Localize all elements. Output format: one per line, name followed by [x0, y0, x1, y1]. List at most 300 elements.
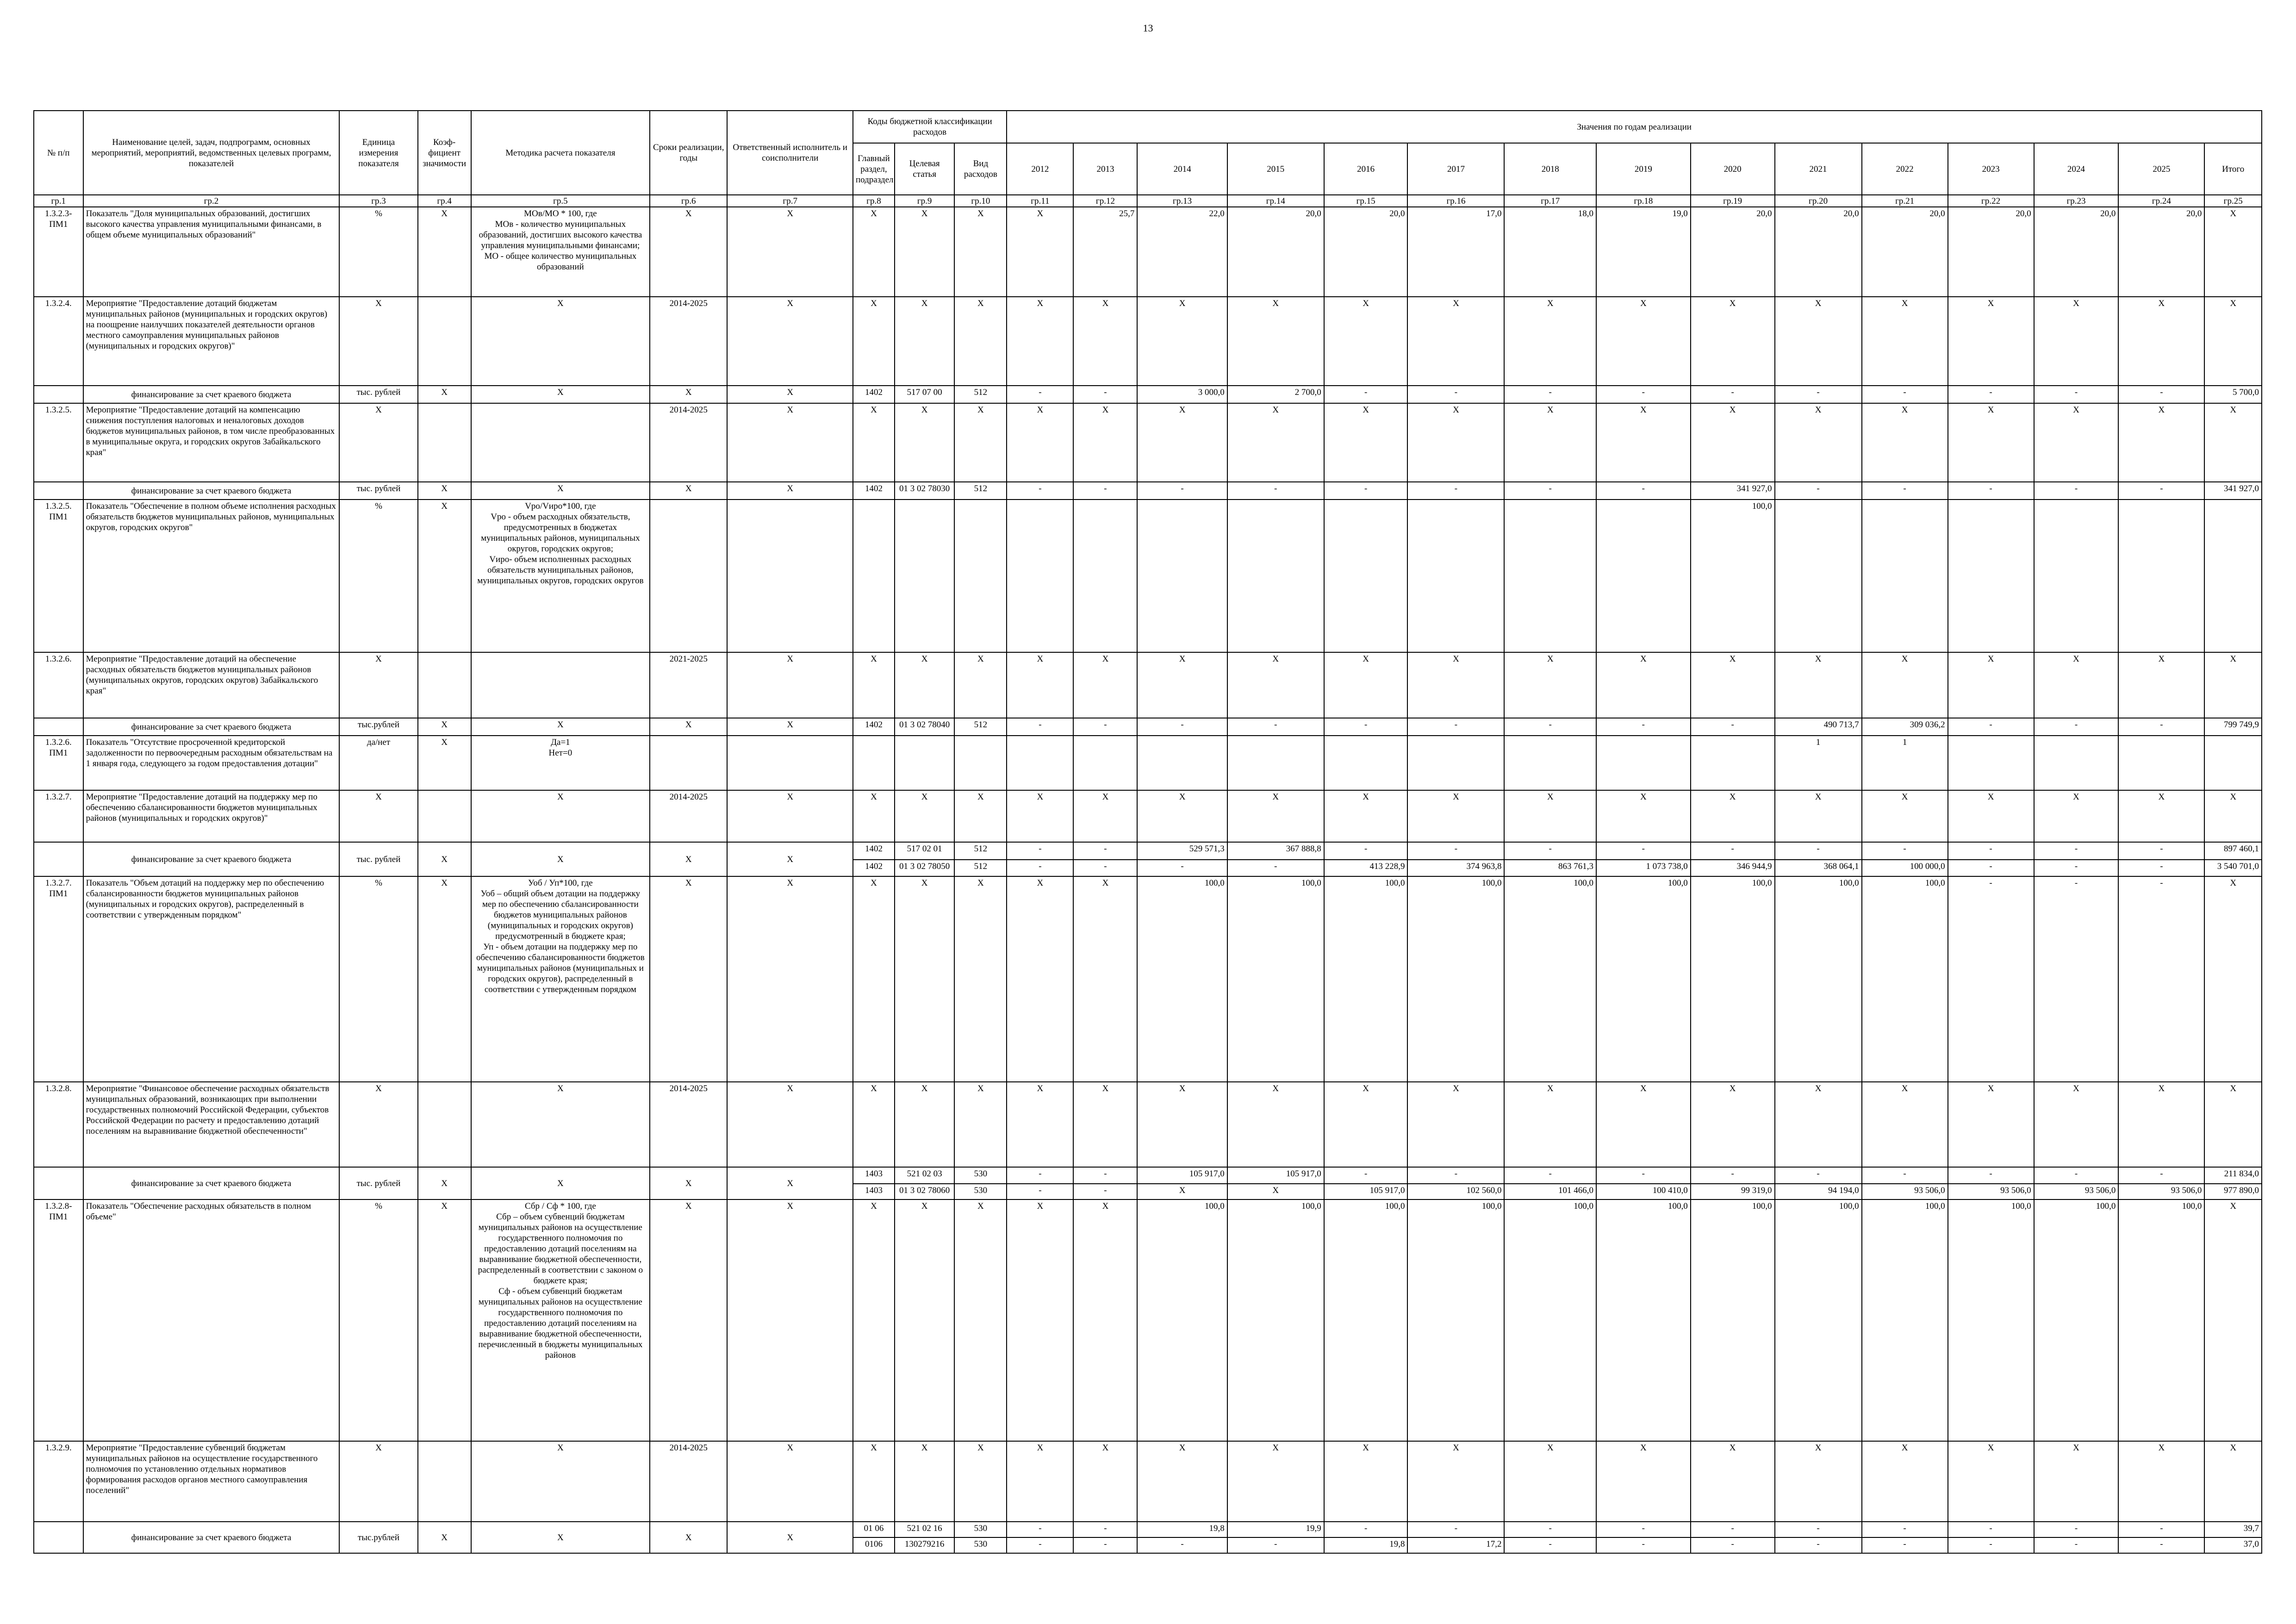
- year-value-cell: -: [1137, 860, 1227, 876]
- row-responsible: X: [727, 386, 853, 403]
- year-value-cell: X: [2118, 652, 2204, 718]
- year-value-cell: -: [2118, 1522, 2204, 1537]
- year-value-cell: 100,0: [1324, 876, 1408, 1082]
- year-value-cell: 20,0: [2118, 207, 2204, 297]
- kbk-section-cell: X: [853, 1199, 895, 1441]
- year-value-cell: 20,0: [2034, 207, 2119, 297]
- year-value-cell: 100,0: [2118, 1199, 2204, 1441]
- row-coef: [418, 403, 471, 482]
- header-kbk-article: Целевая статья: [895, 143, 955, 195]
- total-cell: 5 700,0: [2204, 386, 2262, 403]
- year-value-cell: 2 700,0: [1227, 386, 1324, 403]
- kbk-section-cell: X: [853, 207, 895, 297]
- header-method: Методика расчета показателя: [471, 111, 650, 195]
- year-value-cell: -: [2118, 386, 2204, 403]
- year-value-cell: X: [1948, 652, 2034, 718]
- kbk-article-cell: [895, 500, 955, 652]
- year-value-cell: X: [1407, 297, 1504, 386]
- row-responsible: X: [727, 403, 853, 482]
- kbk-type-cell: X: [954, 1199, 1007, 1441]
- year-value-cell: 100,0: [2034, 1199, 2119, 1441]
- row-coef: [418, 1441, 471, 1522]
- row-coef: [418, 1082, 471, 1167]
- header-year: 2012: [1007, 143, 1073, 195]
- year-value-cell: -: [1324, 1522, 1408, 1537]
- row-name: финансирование за счет краевого бюджета: [83, 718, 340, 736]
- row-method: Да=1 Нет=0: [471, 736, 650, 790]
- row-name: Мероприятие "Предоставление дотаций на поддержку мер по обеспечению сбалансированности бюджетов муниципальных районов (муниципальных и городских округов)": [83, 790, 340, 842]
- year-value-cell: X: [1407, 403, 1504, 482]
- row-responsible: X: [727, 718, 853, 736]
- year-value-cell: X: [1862, 297, 1948, 386]
- table-row: [34, 1441, 2262, 1522]
- year-value-cell: -: [1691, 1522, 1775, 1537]
- kbk-type-cell: 512: [954, 482, 1007, 500]
- column-number: гр.4: [418, 195, 471, 207]
- year-value-cell: -: [1227, 482, 1324, 500]
- year-value-cell: X: [1948, 297, 2034, 386]
- row-unit: тыс. рублей: [339, 1167, 417, 1199]
- column-number: гр.11: [1007, 195, 1073, 207]
- row-name: финансирование за счет краевого бюджета: [83, 1522, 340, 1553]
- year-value-cell: [2118, 500, 2204, 652]
- column-number: гр.24: [2118, 195, 2204, 207]
- year-value-cell: X: [1775, 1441, 1862, 1522]
- year-value-cell: X: [1137, 652, 1227, 718]
- row-unit: %: [339, 207, 417, 297]
- year-value-cell: -: [1137, 482, 1227, 500]
- year-value-cell: [1691, 736, 1775, 790]
- column-number: гр.22: [1948, 195, 2034, 207]
- year-value-cell: 100,0: [1504, 1199, 1596, 1441]
- kbk-article-cell: X: [895, 403, 955, 482]
- year-value-cell: -: [1324, 386, 1408, 403]
- year-value-cell: 1: [1862, 736, 1948, 790]
- row-method: X: [471, 1522, 650, 1553]
- row-id: 1.3.2.7.: [34, 790, 83, 842]
- year-value-cell: [1948, 736, 2034, 790]
- total-cell: X: [2204, 1199, 2262, 1441]
- year-value-cell: -: [1407, 386, 1504, 403]
- total-cell: 799 749,9: [2204, 718, 2262, 736]
- table-row: [34, 1167, 2262, 1184]
- row-name: Мероприятие "Предоставление дотаций бюджетам муниципальных районов (муниципальных и городских округов) на поощрение наилучших показателей деятельности органов местного самоуправления муниципальных районов (муниципальных и городских округов)": [83, 297, 340, 386]
- year-value-cell: 19,0: [1596, 207, 1691, 297]
- header-year: 2013: [1073, 143, 1137, 195]
- year-value-cell: -: [1775, 1522, 1862, 1537]
- year-value-cell: X: [2034, 297, 2119, 386]
- year-value-cell: -: [1073, 1522, 1137, 1537]
- year-value-cell: -: [1073, 386, 1137, 403]
- header-year: 2017: [1407, 143, 1504, 195]
- year-value-cell: 20,0: [1324, 207, 1408, 297]
- year-value-cell: [1073, 736, 1137, 790]
- header-terms: Сроки реализации, годы: [650, 111, 727, 195]
- row-unit: X: [339, 790, 417, 842]
- kbk-type-cell: X: [954, 1441, 1007, 1522]
- year-value-cell: -: [1324, 842, 1408, 860]
- year-value-cell: X: [1691, 297, 1775, 386]
- year-value-cell: X: [1948, 790, 2034, 842]
- kbk-section-cell: 0106: [853, 1537, 895, 1553]
- row-terms: X: [650, 718, 727, 736]
- total-cell: X: [2204, 403, 2262, 482]
- row-responsible: X: [727, 790, 853, 842]
- row-name: Показатель "Отсутствие просроченной кредиторской задолженности по первоочередным расходным обязательствам на 1 января года, следующего за годом предоставления дотации": [83, 736, 340, 790]
- year-value-cell: [1504, 736, 1596, 790]
- kbk-section-cell: X: [853, 652, 895, 718]
- year-value-cell: X: [1596, 1441, 1691, 1522]
- total-cell: 897 460,1: [2204, 842, 2262, 860]
- year-value-cell: X: [1227, 403, 1324, 482]
- column-number: гр.20: [1775, 195, 1862, 207]
- row-name: Мероприятие "Предоставление дотаций на обеспечение расходных обязательств бюджетов муниципальных районов (муниципальных округов, городских округов) Забайкальского края": [83, 652, 340, 718]
- year-value-cell: X: [1073, 297, 1137, 386]
- year-value-cell: X: [1504, 1082, 1596, 1167]
- year-value-cell: -: [1007, 718, 1073, 736]
- row-coef: X: [418, 1522, 471, 1553]
- year-value-cell: [1137, 500, 1227, 652]
- year-value-cell: X: [1007, 403, 1073, 482]
- row-coef: X: [418, 500, 471, 652]
- year-value-cell: X: [1862, 403, 1948, 482]
- row-terms: 2014-2025: [650, 1441, 727, 1522]
- row-terms: X: [650, 1167, 727, 1199]
- year-value-cell: -: [1073, 1184, 1137, 1199]
- kbk-type-cell: X: [954, 652, 1007, 718]
- row-id: [34, 718, 83, 736]
- year-value-cell: X: [1227, 1082, 1324, 1167]
- kbk-article-cell: 130279216: [895, 1537, 955, 1553]
- row-name: Показатель "Доля муниципальных образований, достигших высокого качества управления муниципальными финансами, в общем объеме муниципальных образований": [83, 207, 340, 297]
- year-value-cell: -: [1691, 1167, 1775, 1184]
- year-value-cell: 3 000,0: [1137, 386, 1227, 403]
- year-value-cell: 17,2: [1407, 1537, 1504, 1553]
- table-row: [34, 207, 2262, 297]
- row-responsible: [727, 500, 853, 652]
- row-method: [471, 652, 650, 718]
- year-value-cell: X: [1137, 1082, 1227, 1167]
- year-value-cell: -: [1596, 842, 1691, 860]
- year-value-cell: 17,0: [1407, 207, 1504, 297]
- year-value-cell: -: [1007, 1167, 1073, 1184]
- kbk-section-cell: 1402: [853, 718, 895, 736]
- year-value-cell: -: [1862, 842, 1948, 860]
- header-year: 2023: [1948, 143, 2034, 195]
- year-value-cell: [1775, 500, 1862, 652]
- year-value-cell: X: [1007, 790, 1073, 842]
- year-value-cell: 20,0: [1691, 207, 1775, 297]
- row-unit: X: [339, 403, 417, 482]
- year-value-cell: -: [1007, 1522, 1073, 1537]
- kbk-section-cell: 1402: [853, 482, 895, 500]
- year-value-cell: 20,0: [1775, 207, 1862, 297]
- year-value-cell: X: [2118, 1082, 2204, 1167]
- year-value-cell: -: [1775, 482, 1862, 500]
- row-coef: X: [418, 482, 471, 500]
- year-value-cell: 18,0: [1504, 207, 1596, 297]
- year-value-cell: -: [2034, 1522, 2119, 1537]
- year-value-cell: -: [2034, 842, 2119, 860]
- kbk-type-cell: 530: [954, 1522, 1007, 1537]
- year-value-cell: -: [2118, 1167, 2204, 1184]
- column-number: гр.7: [727, 195, 853, 207]
- total-cell: X: [2204, 297, 2262, 386]
- row-name: Показатель "Объем дотаций на поддержку мер по обеспечению сбалансированности бюджетов муниципальных районов (муниципальных и городских округов), распределенный в соответствии с утвержденным порядком": [83, 876, 340, 1082]
- total-cell: 211 834,0: [2204, 1167, 2262, 1184]
- year-value-cell: 93 506,0: [1948, 1184, 2034, 1199]
- year-value-cell: X: [1073, 403, 1137, 482]
- year-value-cell: -: [1137, 718, 1227, 736]
- year-value-cell: X: [1137, 297, 1227, 386]
- year-value-cell: -: [1504, 718, 1596, 736]
- kbk-article-cell: 01 3 02 78030: [895, 482, 955, 500]
- year-value-cell: X: [1324, 297, 1408, 386]
- column-number: гр.21: [1862, 195, 1948, 207]
- year-value-cell: X: [1007, 1441, 1073, 1522]
- header-year: 2020: [1691, 143, 1775, 195]
- header-year: 2022: [1862, 143, 1948, 195]
- table-row: [34, 403, 2262, 482]
- year-value-cell: -: [1948, 718, 2034, 736]
- kbk-section-cell: 1402: [853, 860, 895, 876]
- total-cell: X: [2204, 790, 2262, 842]
- year-value-cell: [1862, 500, 1948, 652]
- kbk-section-cell: [853, 500, 895, 652]
- year-value-cell: [1227, 500, 1324, 652]
- row-id: 1.3.2.5.: [34, 403, 83, 482]
- row-method: X: [471, 842, 650, 876]
- year-value-cell: -: [2118, 718, 2204, 736]
- year-value-cell: 100,0: [1227, 876, 1324, 1082]
- year-value-cell: 346 944,9: [1691, 860, 1775, 876]
- year-value-cell: -: [1596, 482, 1691, 500]
- year-value-cell: X: [1504, 297, 1596, 386]
- row-responsible: X: [727, 1441, 853, 1522]
- row-method: X: [471, 790, 650, 842]
- year-value-cell: X: [1227, 1184, 1324, 1199]
- kbk-article-cell: 01 3 02 78040: [895, 718, 955, 736]
- year-value-cell: -: [1504, 1537, 1596, 1553]
- header-name: Наименование целей, задач, подпрограмм, основных мероприятий, мероприятий, ведомственных целевых программ, показателей: [83, 111, 340, 195]
- header-coef: Коэф-фициент значимости: [418, 111, 471, 195]
- header-kbk-type: Вид расходов: [954, 143, 1007, 195]
- year-value-cell: -: [1007, 842, 1073, 860]
- year-value-cell: 100,0: [1504, 876, 1596, 1082]
- year-value-cell: -: [1007, 386, 1073, 403]
- column-number: гр.12: [1073, 195, 1137, 207]
- column-number: гр.19: [1691, 195, 1775, 207]
- year-value-cell: -: [1596, 1522, 1691, 1537]
- table-row: [34, 876, 2262, 1082]
- total-cell: [2204, 500, 2262, 652]
- year-value-cell: X: [1227, 652, 1324, 718]
- row-terms: 2014-2025: [650, 403, 727, 482]
- year-value-cell: X: [2034, 403, 2119, 482]
- year-value-cell: [1504, 500, 1596, 652]
- row-responsible: X: [727, 842, 853, 876]
- row-responsible: X: [727, 1082, 853, 1167]
- column-number: гр.8: [853, 195, 895, 207]
- column-number: гр.13: [1137, 195, 1227, 207]
- kbk-article-cell: X: [895, 207, 955, 297]
- year-value-cell: [1596, 736, 1691, 790]
- kbk-type-cell: X: [954, 790, 1007, 842]
- year-value-cell: 529 571,3: [1137, 842, 1227, 860]
- row-coef: X: [418, 876, 471, 1082]
- year-value-cell: 100,0: [1407, 1199, 1504, 1441]
- year-value-cell: X: [1504, 403, 1596, 482]
- year-value-cell: [1324, 500, 1408, 652]
- year-value-cell: 1 073 738,0: [1596, 860, 1691, 876]
- year-value-cell: [1227, 736, 1324, 790]
- year-value-cell: X: [1596, 1082, 1691, 1167]
- table-row: [34, 297, 2262, 386]
- kbk-article-cell: 01 3 02 78050: [895, 860, 955, 876]
- year-value-cell: X: [1691, 790, 1775, 842]
- kbk-type-cell: 512: [954, 860, 1007, 876]
- row-terms: [650, 500, 727, 652]
- kbk-article-cell: X: [895, 1082, 955, 1167]
- year-value-cell: X: [1948, 1441, 2034, 1522]
- year-value-cell: X: [1862, 1082, 1948, 1167]
- year-value-cell: [1596, 500, 1691, 652]
- year-value-cell: 1: [1775, 736, 1862, 790]
- year-value-cell: X: [2034, 1082, 2119, 1167]
- year-value-cell: X: [2034, 790, 2119, 842]
- column-number: гр.15: [1324, 195, 1408, 207]
- year-value-cell: 100,0: [1691, 500, 1775, 652]
- year-value-cell: X: [1862, 1441, 1948, 1522]
- row-terms: 2014-2025: [650, 297, 727, 386]
- year-value-cell: X: [2118, 790, 2204, 842]
- year-value-cell: X: [1948, 1082, 2034, 1167]
- kbk-section-cell: X: [853, 1082, 895, 1167]
- header-total: Итого: [2204, 143, 2262, 195]
- column-number: гр.3: [339, 195, 417, 207]
- financing-row: [34, 386, 2262, 403]
- kbk-article-cell: X: [895, 790, 955, 842]
- row-responsible: X: [727, 876, 853, 1082]
- year-value-cell: X: [1775, 652, 1862, 718]
- kbk-section-cell: [853, 736, 895, 790]
- total-cell: 977 890,0: [2204, 1184, 2262, 1199]
- kbk-type-cell: 530: [954, 1537, 1007, 1553]
- financing-row: [34, 482, 2262, 500]
- year-value-cell: -: [1407, 482, 1504, 500]
- year-value-cell: X: [1073, 790, 1137, 842]
- row-unit: X: [339, 652, 417, 718]
- row-terms: 2014-2025: [650, 790, 727, 842]
- year-value-cell: [2034, 500, 2119, 652]
- header-year: 2018: [1504, 143, 1596, 195]
- row-id: 1.3.2.3-ПМ1: [34, 207, 83, 297]
- row-name: Показатель "Обеспечение в полном объеме исполнения расходных обязательств бюджетов муниципальных районов, муниципальных округов, городских округов": [83, 500, 340, 652]
- year-value-cell: X: [1137, 1441, 1227, 1522]
- column-number: гр.25: [2204, 195, 2262, 207]
- year-value-cell: 100,0: [1775, 876, 1862, 1082]
- row-id: [34, 386, 83, 403]
- row-method: X: [471, 1082, 650, 1167]
- year-value-cell: -: [1007, 482, 1073, 500]
- year-value-cell: 413 228,9: [1324, 860, 1408, 876]
- year-value-cell: 100,0: [1596, 876, 1691, 1082]
- table-row: [34, 736, 2262, 790]
- total-cell: 341 927,0: [2204, 482, 2262, 500]
- year-value-cell: 25,7: [1073, 207, 1137, 297]
- year-value-cell: [2034, 736, 2119, 790]
- row-responsible: X: [727, 297, 853, 386]
- year-value-cell: 100,0: [1227, 1199, 1324, 1441]
- year-value-cell: -: [2118, 482, 2204, 500]
- year-value-cell: 100,0: [1137, 1199, 1227, 1441]
- kbk-section-cell: X: [853, 403, 895, 482]
- row-responsible: X: [727, 207, 853, 297]
- year-value-cell: 100,0: [1948, 1199, 2034, 1441]
- year-value-cell: -: [1073, 842, 1137, 860]
- row-id: 1.3.2.7. ПМ1: [34, 876, 83, 1082]
- row-terms: X: [650, 207, 727, 297]
- year-value-cell: -: [1504, 386, 1596, 403]
- column-number: гр.1: [34, 195, 83, 207]
- row-name: финансирование за счет краевого бюджета: [83, 1167, 340, 1199]
- row-responsible: X: [727, 482, 853, 500]
- row-coef: X: [418, 207, 471, 297]
- year-value-cell: -: [1073, 1167, 1137, 1184]
- kbk-section-cell: X: [853, 790, 895, 842]
- year-value-cell: [1007, 736, 1073, 790]
- year-value-cell: 105 917,0: [1227, 1167, 1324, 1184]
- financing-row: [34, 718, 2262, 736]
- year-value-cell: 100,0: [1862, 876, 1948, 1082]
- year-value-cell: -: [2034, 1537, 2119, 1553]
- year-value-cell: -: [1504, 1522, 1596, 1537]
- row-coef: [418, 652, 471, 718]
- year-value-cell: -: [1948, 1537, 2034, 1553]
- year-value-cell: [1948, 500, 2034, 652]
- row-unit: %: [339, 1199, 417, 1441]
- header-year: 2021: [1775, 143, 1862, 195]
- year-value-cell: -: [1073, 860, 1137, 876]
- row-name: финансирование за счет краевого бюджета: [83, 842, 340, 876]
- column-number: гр.9: [895, 195, 955, 207]
- column-number: гр.14: [1227, 195, 1324, 207]
- row-unit: %: [339, 500, 417, 652]
- year-value-cell: -: [1775, 386, 1862, 403]
- year-value-cell: 100 410,0: [1596, 1184, 1691, 1199]
- column-number: гр.2: [83, 195, 340, 207]
- row-terms: X: [650, 386, 727, 403]
- year-value-cell: X: [1073, 876, 1137, 1082]
- total-cell: [2204, 736, 2262, 790]
- year-value-cell: -: [1324, 482, 1408, 500]
- kbk-section-cell: X: [853, 1441, 895, 1522]
- year-value-cell: X: [2034, 652, 2119, 718]
- year-value-cell: -: [1007, 1184, 1073, 1199]
- column-number: гр.23: [2034, 195, 2119, 207]
- year-value-cell: X: [1504, 652, 1596, 718]
- year-value-cell: -: [1862, 386, 1948, 403]
- row-coef: X: [418, 736, 471, 790]
- kbk-type-cell: 530: [954, 1184, 1007, 1199]
- year-value-cell: X: [1691, 1441, 1775, 1522]
- kbk-article-cell: 521 02 03: [895, 1167, 955, 1184]
- row-unit: тыс.рублей: [339, 1522, 417, 1553]
- row-id: 1.3.2.5. ПМ1: [34, 500, 83, 652]
- total-cell: X: [2204, 652, 2262, 718]
- kbk-type-cell: [954, 736, 1007, 790]
- year-value-cell: X: [1862, 790, 1948, 842]
